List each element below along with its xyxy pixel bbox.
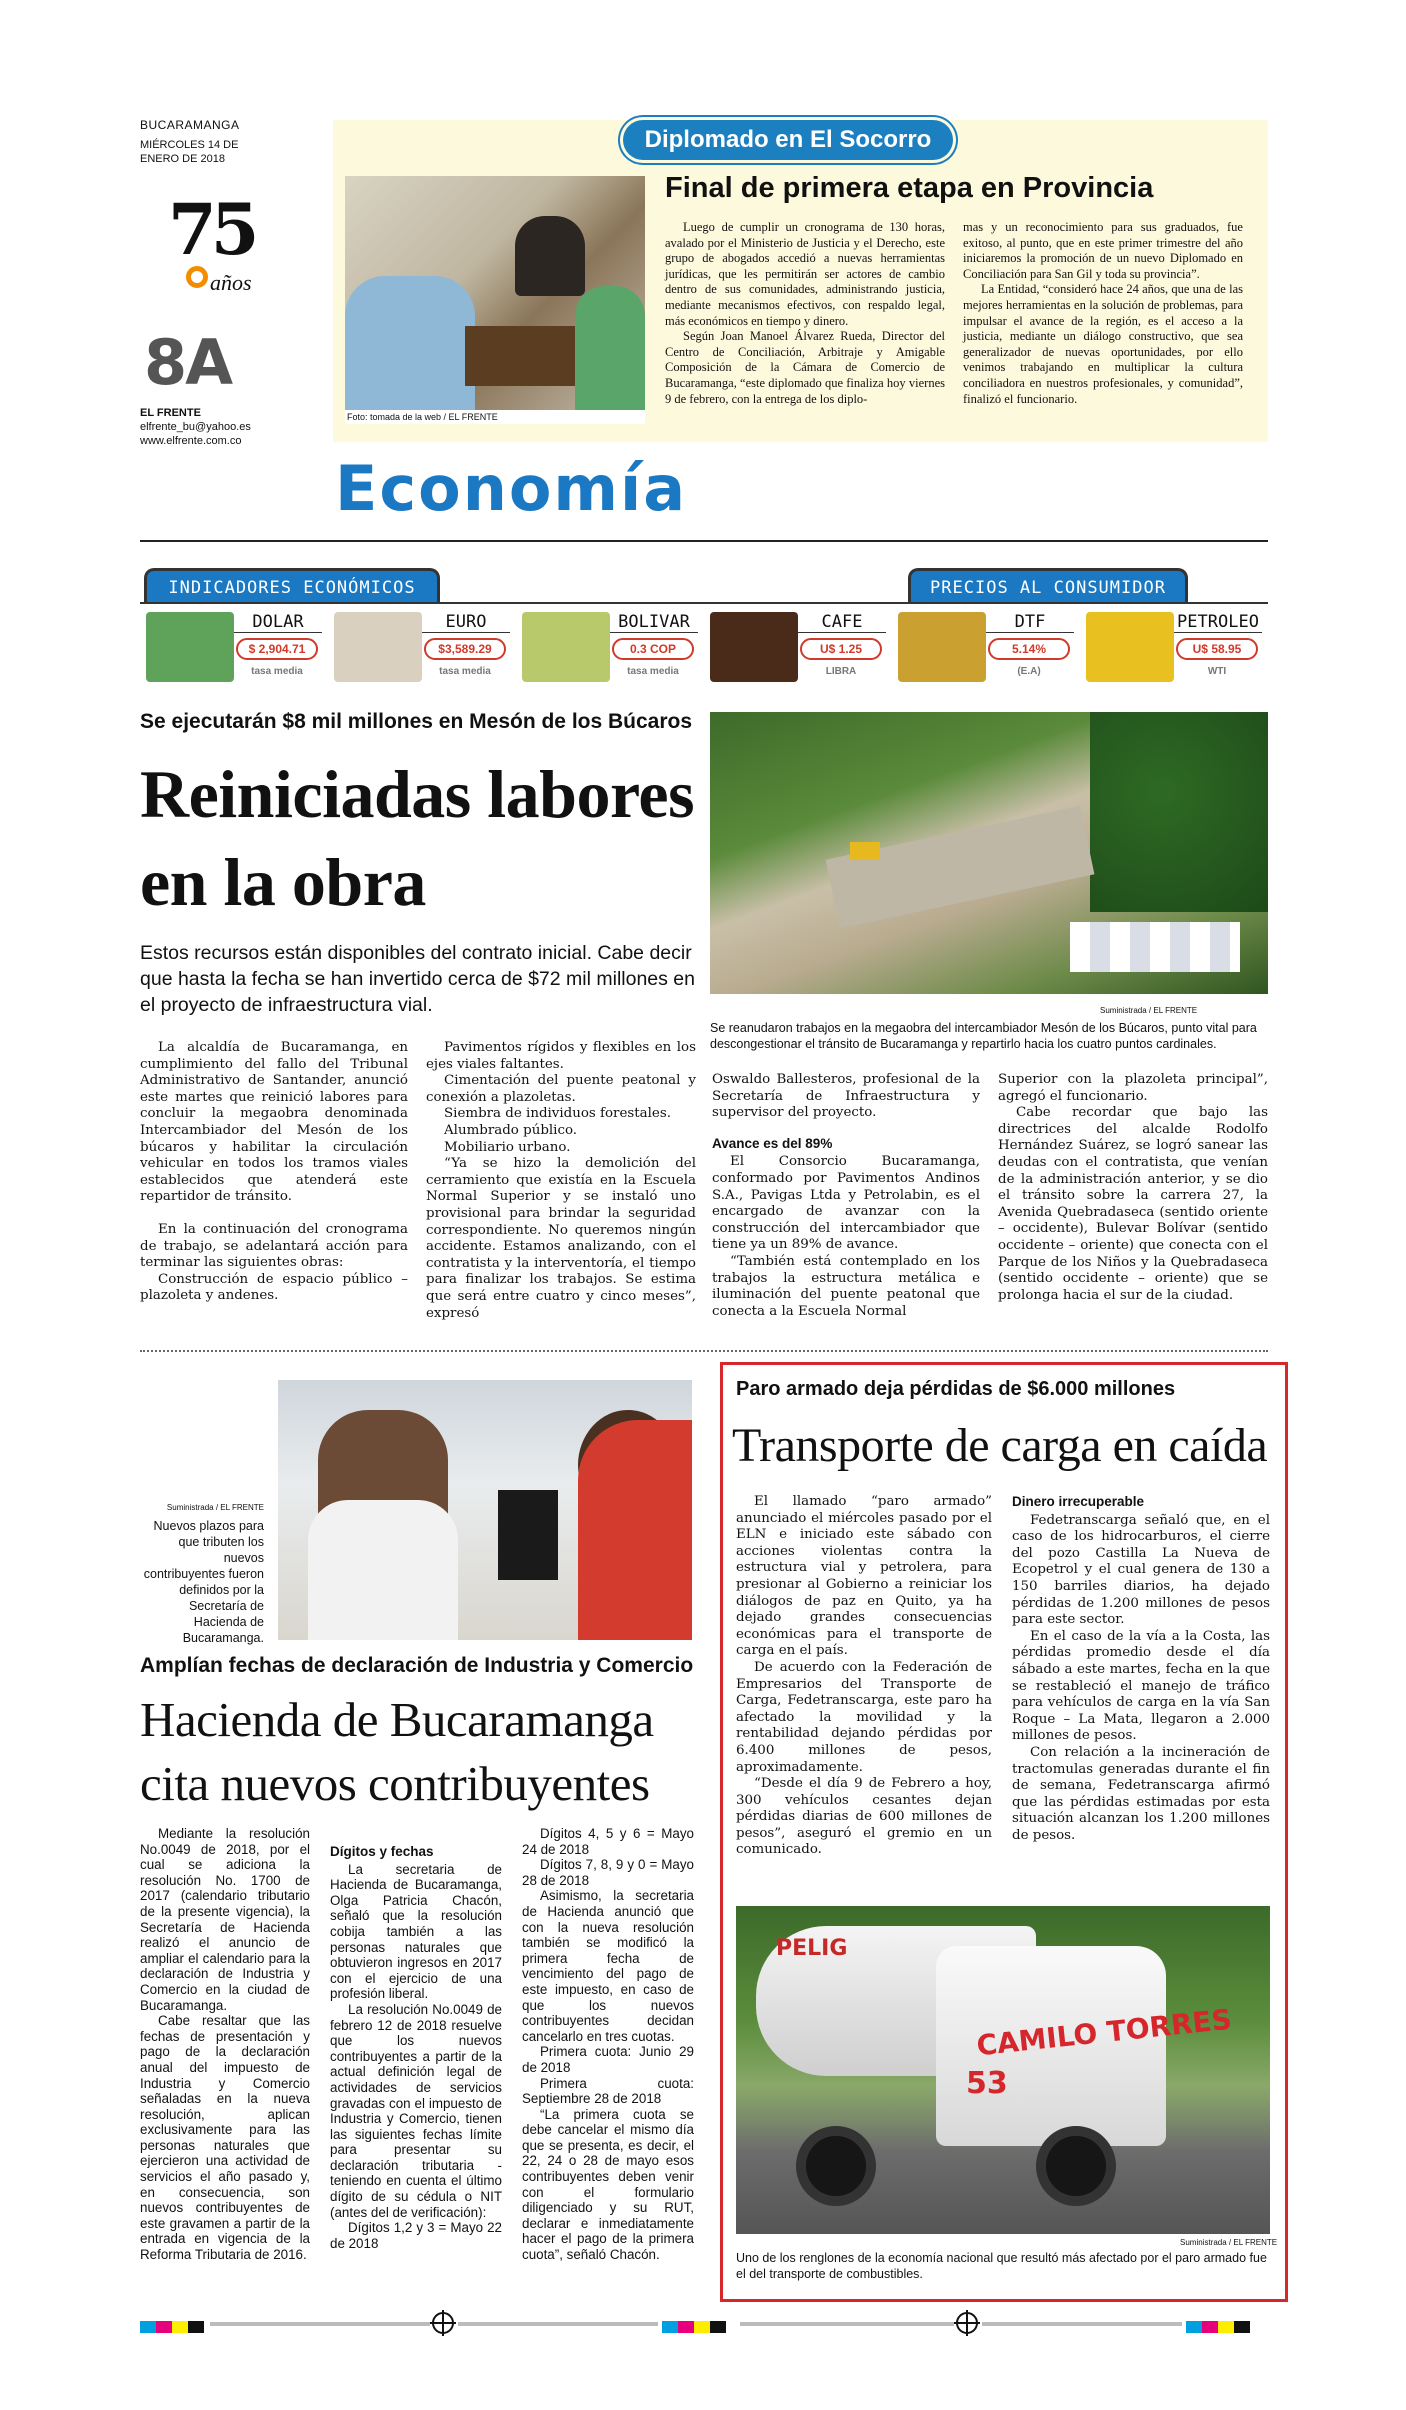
registration-line — [740, 2322, 954, 2326]
main-col-1 — [140, 1040, 408, 1305]
indicators-strip — [140, 568, 1268, 688]
subhead: Dígitos y fechas — [330, 1844, 434, 1859]
paragraph: La Entidad, “consideró hace 24 años, que una de las mejores herramientas en la solución de problemas, para impulsar el avance de la región, es el acceso a la justicia, mediante un diálogo constructivo, que sea generalizador de nuevas oportunidades, por ello venimos trabajando en multiplicar la cultura conciliadora en nuestros profesionales, y comunidad”, finalizó el funcionario. — [963, 282, 1243, 406]
hacienda-photo-credit: Suministrada / EL FRENTE — [166, 1503, 264, 1512]
transport-photo-caption: Uno de los renglones de la economía nacional que resultó más afectado por el paro armado fue el del transporte de combustibles. — [736, 2251, 1267, 2281]
paragraph: Primera cuota: Junio 29 de 2018 — [522, 2044, 694, 2075]
paragraph: Construcción de espacio público – plazoleta y andenes. — [140, 1271, 408, 1304]
paragraph: El Consorcio Bucaramanga, conformado por Pavimentos Andinos S.A., Pavigas Ltda y Petrolabin, es el encargado de avanzar con la construcción del intercambiador que tiene ya un 89% de avance. — [712, 1154, 980, 1253]
dollar-bills-icon — [146, 612, 234, 682]
indicator-unit: LIBRA — [825, 666, 857, 677]
paragraph: Mediante la resolución No.0049 de 2018, por el cual se adiciona la resolución No. 1700 de 2017 (calendario tributario de la presente vigencia), la Secretaría de Hacienda realizó el anuncio de ampliar el calendario para la declaración de Industria y Comercio en la ciudad de Bucaramanga. — [140, 1826, 310, 2013]
anniversary-number: 75 — [168, 188, 254, 271]
indicator-cafe — [704, 608, 890, 682]
paragraph: La secretaria de Hacienda de Bucaramanga, Olga Patricia Chacón, señaló que la resolución cobija también a las personas naturales que obtuvieron ingresos en 2017 con el ejercicio de una profesión liberal. — [330, 1861, 502, 2002]
feature-col-1 — [665, 220, 945, 407]
bolivar-bills-icon — [522, 612, 610, 682]
paragraph: “Desde el día 9 de Febrero a hoy, 300 vehículos cesantes dejan pérdidas diarias de 600 millones de pesos”, aseguró el gremio en un comunicado. — [736, 1776, 992, 1858]
oil-pump-icon — [1086, 612, 1174, 682]
hacienda-photo — [278, 1380, 692, 1640]
paragraph: El llamado “paro armado” anunciado el miércoles pasado por el ELN e iniciado este sábado con acciones violentas contra la estructura vial y petrolera, para presionar al Gobierno a reiniciar los diálogos de paz en Quito, ya ha dejado grandes consecuencias económicas para el transporte de carga en el país. — [736, 1494, 992, 1659]
construction-photo — [710, 712, 1268, 994]
paragraph: Con relación a la incineración de tractomulas generadas durante el fin de semana, Fedetranscarga afirmó que las pérdidas estimadas por esta situación alcanzan los 1.200 millones de pesos. — [1012, 1744, 1270, 1843]
indicator-dolar — [140, 608, 326, 682]
hacienda-col-1 — [140, 1826, 310, 2263]
paragraph: Oswaldo Ballesteros, profesional de la Secretaría de Infraestructura y supervisor del proyecto. — [712, 1072, 980, 1121]
issue-date: MIÉRCOLES 14 DE ENERO DE 2018 — [140, 139, 239, 165]
main-kicker: Se ejecutarán $8 mil millones en Mesón de los Búcaros — [140, 710, 693, 733]
paragraph: Siembra de individuos forestales. — [444, 1106, 671, 1122]
paragraph: “También está contemplado en los trabajos la estructura metálica e iluminación del puente peatonal que conecta a la Escuela Normal — [712, 1253, 980, 1319]
indicator-value: $3,589.29 — [424, 638, 506, 660]
hacienda-caption-block — [140, 1500, 264, 1646]
paragraph: En la continuación del cronograma de trabajo, se adelantará acción para terminar las siguientes obras: — [140, 1221, 408, 1271]
contact-email: elfrente_bu@yahoo.es — [140, 421, 251, 433]
indicator-value: U$ 58.95 — [1176, 638, 1258, 660]
main-photo-credit: Suministrada / EL FRENTE — [1100, 1006, 1198, 1015]
indicator-unit: (E.A) — [1017, 666, 1041, 677]
hacienda-kicker: Amplían fechas de declaración de Industria y Comercio — [140, 1654, 694, 1677]
page-number: 8A — [144, 326, 232, 399]
registration-cross-icon — [432, 2312, 454, 2334]
paragraph: Fedetranscarga señaló que, en el caso de los hidrocarburos, el cierre del pozo Castilla La Nueva de Ecopetrol y el cual genera de 130 a 150 barriles diarios, ha dejado pérdidas de 1.200 millones de pesos para este sector. — [1012, 1512, 1270, 1628]
anniversary-ring-icon — [186, 266, 208, 288]
coffee-beans-icon — [710, 612, 798, 682]
color-registration-bar — [1186, 2318, 1250, 2330]
indicator-unit: WTI — [1207, 666, 1227, 677]
indicator-label: CAFE — [798, 612, 886, 633]
transport-photo-credit: Suministrada / EL FRENTE — [1180, 2238, 1278, 2247]
feature-photo — [345, 176, 645, 424]
indicator-label: DTF — [986, 612, 1074, 633]
paragraph: Alumbrado público. — [444, 1122, 578, 1138]
euro-coin-icon — [334, 612, 422, 682]
indicator-bolivar — [516, 608, 702, 682]
main-col-2 — [426, 1040, 696, 1322]
paragraph: La resolución No.0049 de febrero 12 de 2018 resuelve que los nuevos contribuyentes a partir de la actual definición legal de actividades de servicios gravadas con el impuesto de Industria y Comercio, tienen las siguientes fechas límite para presentar su declaración tributaria -teniendo en cuenta el último dígito de su cédula o NIT (antes del de verificación): — [330, 2001, 502, 2220]
paragraph: Dígitos 7, 8, 9 y 0 = Mayo 28 de 2018 — [522, 1857, 694, 1888]
indicators-row — [140, 602, 1268, 684]
hacienda-col-3 — [522, 1826, 694, 2263]
tanker-truck-photo — [736, 1906, 1270, 2234]
paragraph: Mobiliario urbano. — [444, 1139, 571, 1155]
paragraph: Dígitos 1,2 y 3 = Mayo 22 de 2018 — [330, 2220, 502, 2251]
hacienda-headline: Hacienda de Bucaramanga cita nuevos contribuyentes — [140, 1692, 654, 1811]
paragraph: Luego de cumplir un cronograma de 130 horas, avalado por el Ministerio de Justicia y el Derecho, este grupo de abogados accedió a nuevas herramientas jurídicas, que les permitirán ser actores de cambio dentro de sus comunidades, administrando justicia, mediante mecanismos efectivos, con respaldo legal, más económicos en tiempo y dinero. — [665, 220, 945, 328]
truck-brand-text: PELIG — [776, 1936, 848, 1961]
section-rule — [140, 540, 1268, 542]
color-registration-bar — [140, 2318, 204, 2330]
indicator-dtf — [892, 608, 1078, 682]
indicator-unit: tasa media — [439, 666, 491, 677]
transport-kicker: Paro armado deja pérdidas de $6.000 millones — [736, 1378, 1176, 1400]
paragraph: En el caso de la vía a la Costa, las pérdidas promedio desde el día sábado a este martes, fecha en la que se restableció el manejo de tráfico para vehículos de carga en la vía San Roque – La Mata, llegaron a 2.000 millones de pesos. — [1012, 1628, 1270, 1744]
main-photo-caption: Se reanudaron trabajos en la megaobra del intercambiador Mesón de los Búcaros, punto vital para descongestionar el tránsito de Bucaramanga y repartirlo hacia los cuatro puntos cardinales. — [710, 1021, 1257, 1051]
anniversary-logo — [168, 188, 278, 308]
subhead: Dinero irrecuperable — [1012, 1494, 1145, 1509]
indicator-label: EURO — [422, 612, 510, 633]
feature-banner: Diplomado en El Socorro — [623, 120, 953, 160]
transport-headline: Transporte de carga en caída — [732, 1419, 1268, 1472]
feature-col-2 — [963, 220, 1243, 407]
main-col-3 — [712, 1072, 980, 1320]
paragraph: “Ya se hizo la demolición del cerramiento que existía en la Escuela Normal Superior y se instaló uno provisional para brindar la seguridad correspondiente. No queremos ningún accidente. Estamos analizando, con el contratista y la interventoría, el tiempo para finalizar los trabajos. Se estima que será entre cuatro y cinco meses”, expresó — [426, 1156, 696, 1321]
registration-line — [982, 2322, 1182, 2326]
indicator-unit: tasa media — [627, 666, 679, 677]
paper-name: EL FRENTE — [140, 407, 201, 419]
excavator-icon — [850, 842, 880, 860]
section-divider — [140, 1350, 1268, 1352]
transport-col-1 — [736, 1494, 992, 1859]
indicator-unit: tasa media — [251, 666, 303, 677]
indicator-value: 0.3 COP — [612, 638, 694, 660]
subhead: Avance es del 89% — [712, 1135, 833, 1151]
registration-cross-icon — [956, 2312, 978, 2334]
registration-line — [210, 2322, 430, 2326]
indicator-petroleo — [1080, 608, 1266, 682]
paragraph: Primera cuota: Septiembre 28 de 2018 — [522, 2075, 694, 2107]
indicators-tab: INDICADORES ECONÓMICOS — [144, 568, 440, 602]
indicator-value: U$ 1.25 — [800, 638, 882, 660]
paragraph: Cabe resaltar que las fechas de presentación y pago de la declaración anual del impuesto de Industria y Comercio señaladas en la nueva resolución, aplican exclusivamente para las personas naturales que ejercieron una actividad de servicios el año pasado y, en consecuencia, son nuevos contribuyentes de este gravamen a partir de la entrada en vigencia de la Reforma Tributaria de 2016. — [140, 2013, 310, 2263]
indicator-label: PETROLEO — [1174, 612, 1262, 633]
paragraph: Según Joan Manoel Álvarez Rueda, Director del Centro de Conciliación, Arbitraje y Amigable Composición de la Cámara de Comercio de Bucaramanga, “este diplomado que finaliza hoy viernes 9 de febrero, con la entrega de los diplo- — [665, 329, 945, 406]
indicator-value: $ 2,904.71 — [236, 638, 318, 660]
publisher-info — [140, 406, 251, 448]
paragraph: Cabe recordar que bajo las directrices del alcalde Rodolfo Hernández Suárez, se logró sanear las deudas con el contratista, que venían de la administración anterior, y se dio el tránsito sobre la carrera 27, la Avenida Quebradaseca (sentido oriente – occidente), Bulevar Bolívar (sentido occidente – oriente) que conecta con el Parque de los Niños y la Quebradaseca (sentido occidente – oriente) que se prolonga hacia el sur de la ciudad. — [998, 1105, 1268, 1303]
main-deck: Estos recursos están disponibles del contrato inicial. Cabe decir que hasta la fecha se han invertido cerca de $72 mil millones en el proyecto de infraestructura vial. — [140, 942, 695, 1016]
consumer-prices-tab: PRECIOS AL CONSUMIDOR — [908, 568, 1188, 602]
paragraph: Asimismo, la secretaria de Hacienda anunció que con la nueva resolución también se modificó la primera fecha de vencimiento del pago de este impuesto, en caso de que los nuevos contribuyentes decidan cancelarlo en tres cuotas. — [522, 1888, 694, 2044]
paragraph: Cimentación del puente peatonal y conexión a plazoletas. — [426, 1073, 696, 1105]
indicator-value: 5.14% — [988, 638, 1070, 660]
top-feature-box — [333, 120, 1268, 442]
paragraph: La alcaldía de Bucaramanga, en cumplimiento del fallo del Tribunal Administrativo de Santander, anunció este martes que reinició labores para concluir la megaobra denominada Intercambiador del Mesón de los búcaros y habilitar la circulación vehicular en todos los tramos viales establecidos que atenderá este repartidor de tránsito. — [140, 1040, 408, 1205]
main-headline: Reiniciadas labores en la obra — [140, 756, 695, 920]
main-col-4 — [998, 1072, 1268, 1304]
graffiti-number: 53 — [966, 2066, 1008, 2101]
paragraph: “La primera cuota se debe cancelar el mismo día que se presenta, es decir, el 22, 24 o 28 de mayo esos contribuyentes deben venir con el formulario diligenciado y su RUT, declarar e inmediatamente hacer el pago de la primera cuota”, señaló Chacón. — [522, 2106, 694, 2263]
website-url: www.elfrente.com.co — [140, 435, 242, 447]
paragraph: mas y un reconocimiento para sus graduados, fue exitoso, al punto, que en este primer trimestre del año iniciaremos la promoción de un nuevo Diplomado en Conciliación para San Gil y toda su provincia”. — [963, 220, 1243, 281]
indicator-label: DOLAR — [234, 612, 322, 633]
registration-line — [458, 2322, 658, 2326]
paragraph: Dígitos 4, 5 y 6 = Mayo 24 de 2018 — [522, 1826, 694, 1857]
masthead — [140, 118, 320, 448]
city-label: BUCARAMANGA — [140, 118, 240, 132]
paragraph: De acuerdo con la Federación de Empresarios del Transporte de Carga, Fedetranscarga, este paro ha afectado la movilidad y la rentabilidad dejando pérdidas por 6.400 millones de pesos, aproximadamente. — [736, 1659, 992, 1775]
transport-col-2 — [1012, 1494, 1270, 1844]
anniversary-word: años — [210, 270, 252, 295]
graffiti-text: CAMILO TORRES — [974, 2002, 1234, 2063]
feature-photo-credit: Foto: tomada de la web / EL FRENTE — [345, 410, 645, 424]
indicator-euro — [328, 608, 514, 682]
paragraph: Pavimentos rígidos y flexibles en los ejes viales faltantes. — [426, 1040, 696, 1072]
color-registration-bar — [662, 2318, 726, 2330]
feature-headline: Final de primera etapa en Provincia — [665, 172, 1154, 204]
hacienda-col-2 — [330, 1844, 502, 2251]
section-title: Economía — [335, 452, 688, 525]
gold-coins-icon — [898, 612, 986, 682]
computer-monitor-icon — [498, 1490, 558, 1580]
paragraph: Superior con la plazoleta principal”, agregó el funcionario. — [998, 1072, 1268, 1104]
indicator-label: BOLIVAR — [610, 612, 698, 633]
hacienda-photo-caption: Nuevos plazos para que tributen los nuevos contribuyentes fueron definidos por la Secretaría de Hacienda de Bucaramanga. — [143, 1519, 264, 1645]
